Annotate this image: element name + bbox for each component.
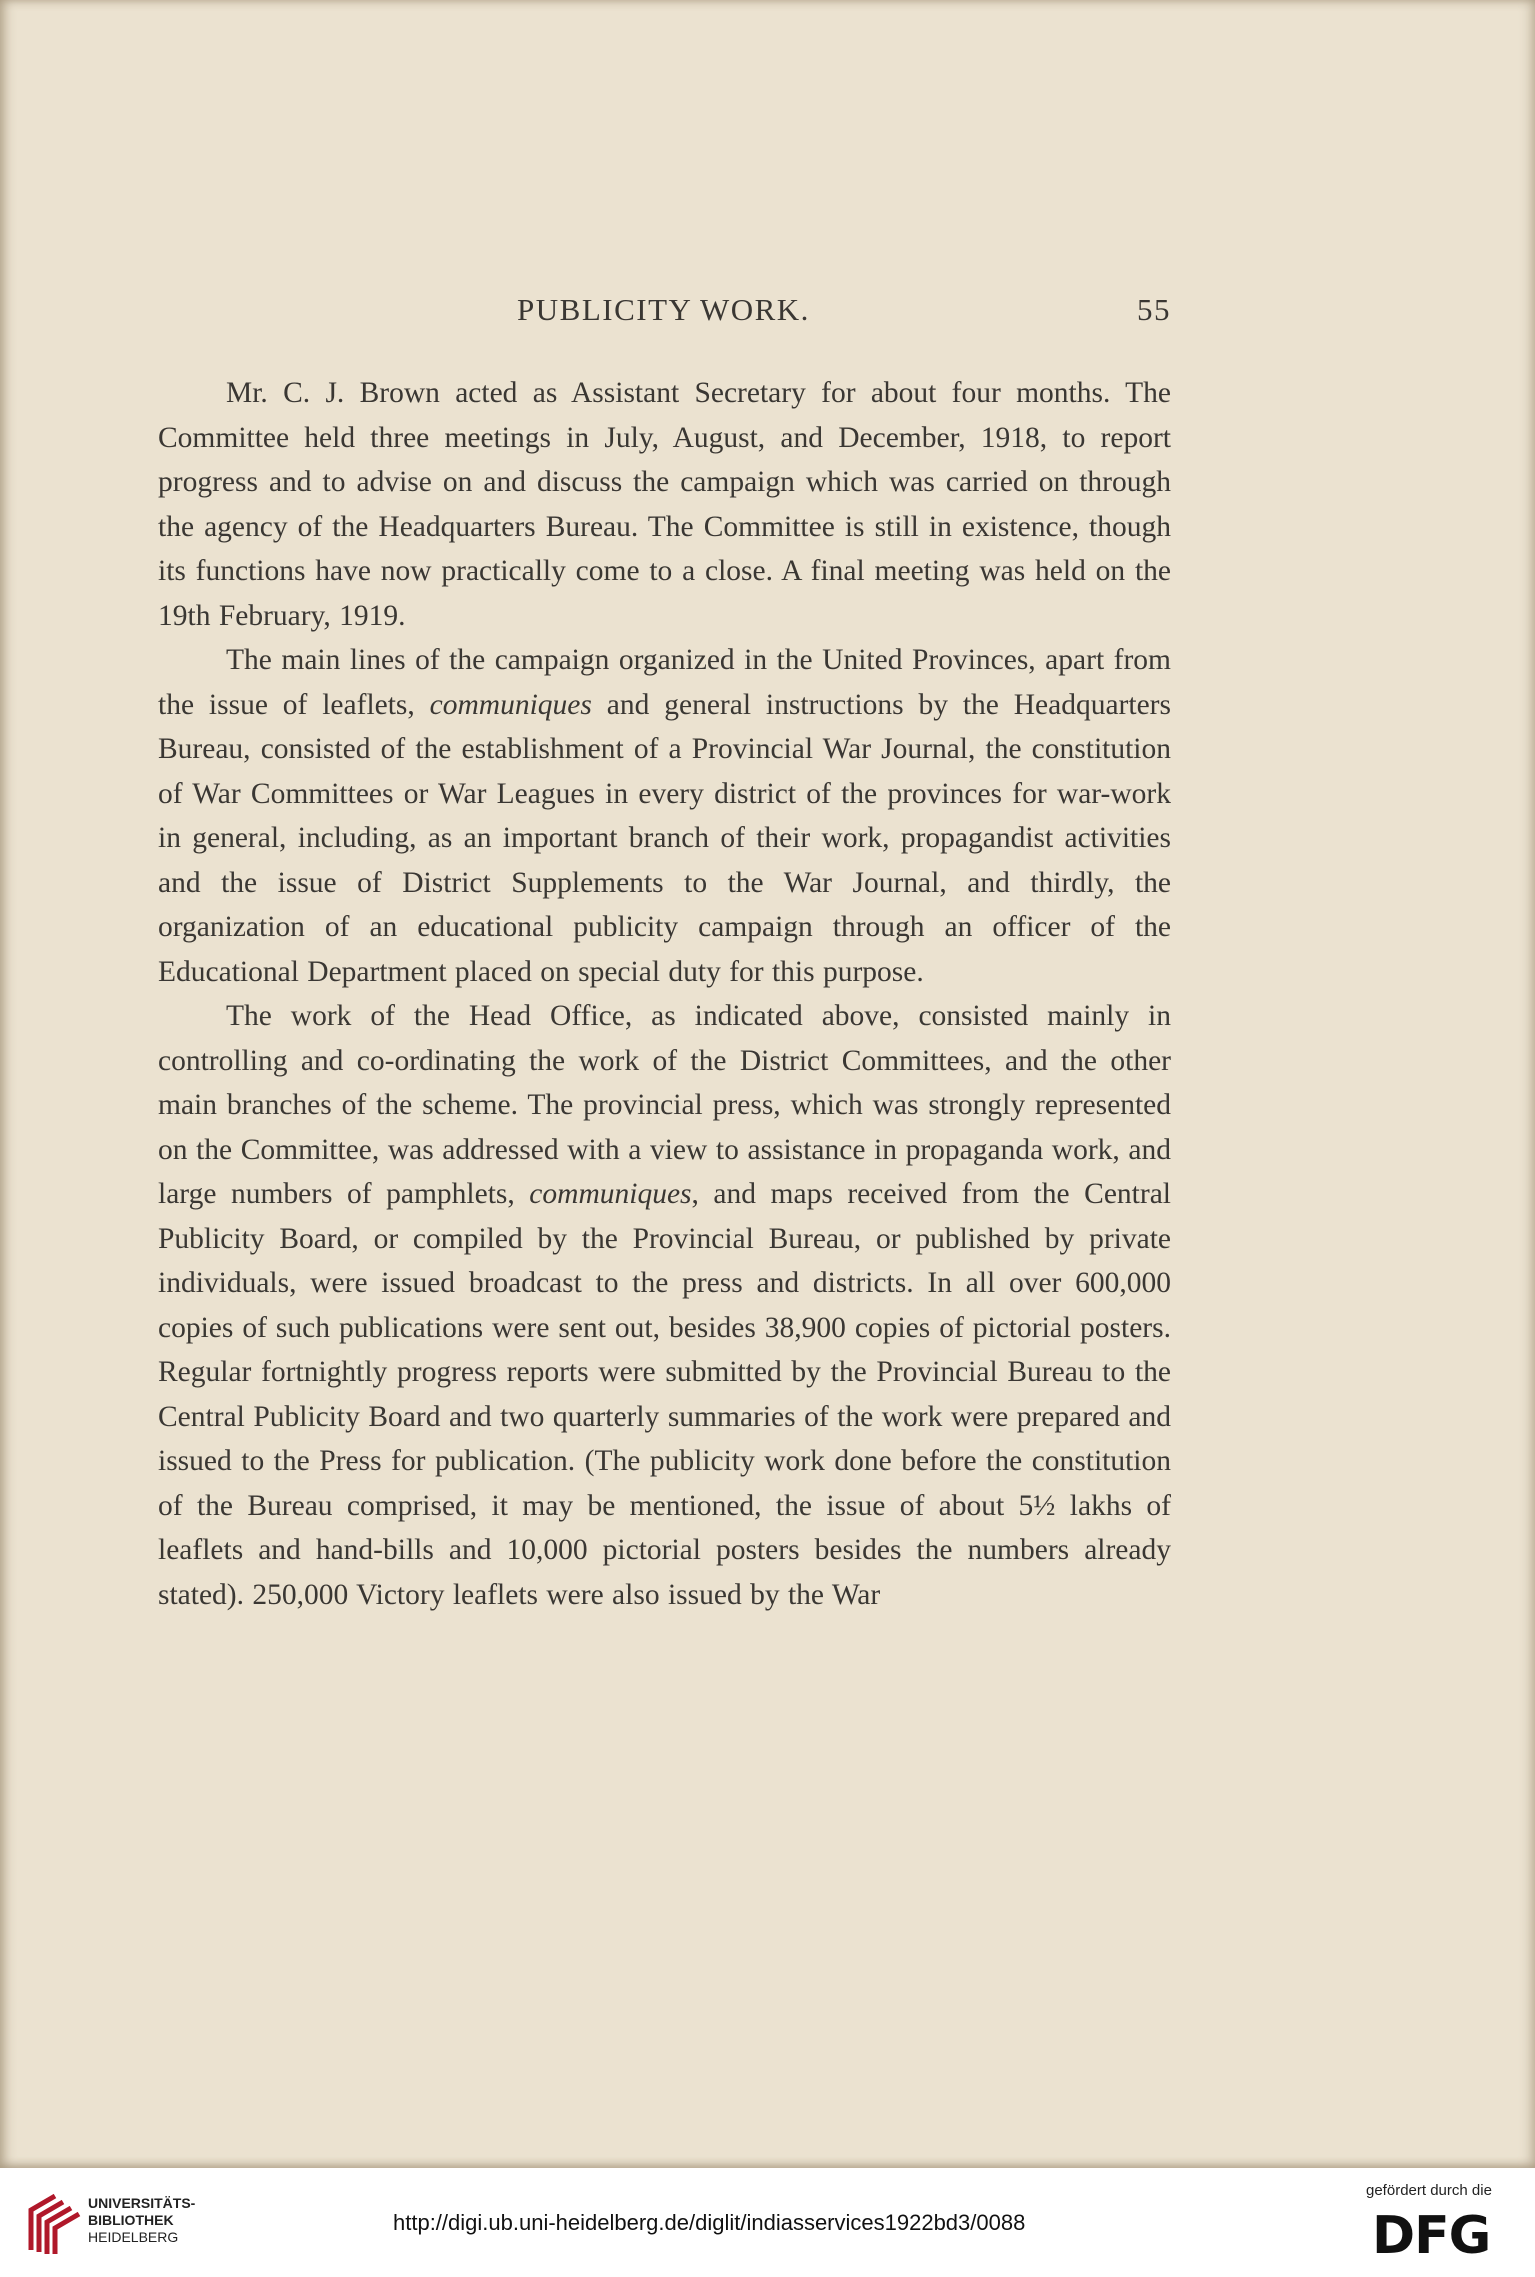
library-name-line: BIBLIOTHEK bbox=[88, 2212, 174, 2228]
library-name bbox=[88, 2195, 195, 2246]
funded-by-label: gefördert durch die bbox=[1366, 2182, 1492, 2199]
paragraph bbox=[158, 371, 1171, 638]
text-run: , and maps received from the Central Publicity Board, or compiled by the Provincial Bureau, or published by private individuals, were issued broadcast to the press and districts. In all over 600,000 copies of such publications were sent out, besides 38,900 copies of pictorial posters. Regular fortnightly progress reports were submitted by the Provincial Bureau to the Central Publicity Board and two quarterly summaries of the work were prepared and issued to the Press for publication. (The publicity work done before the constitution of the Bureau comprised, it may be mentioned, the issue of about 5½ lakhs of leaflets and hand-bills and 10,000 pictorial posters besides the numbers already stated). 250,000 Victory leaflets were also issued by the War bbox=[158, 1178, 1171, 1611]
body-text bbox=[158, 371, 1171, 1617]
page-number: 55 bbox=[1137, 292, 1171, 327]
library-name-line: HEIDELBERG bbox=[88, 2229, 179, 2245]
text-run: The main lines of the campaign organized in the United Provinces, apart from the issue of leaflets, bbox=[158, 644, 1171, 721]
italic-term: communiques bbox=[529, 1178, 692, 1210]
paragraph bbox=[158, 994, 1171, 1617]
paragraph bbox=[158, 638, 1171, 994]
italic-term: communiques bbox=[429, 688, 592, 721]
text-run: and general instructions by the Headquarters Bureau, consisted of the establishment of a Provincial War Journal, the constitution of War Committees or War Leagues in every district of the provinces for war-work in general, including, as an important branch of their work, propagandist activities and the issue of District Supplements to the War Journal, and thirdly, the organization of an educational publicity campaign through an officer of the Educational Department placed on special duty for this purpose. bbox=[158, 688, 1171, 988]
library-logo-icon bbox=[25, 2190, 83, 2256]
text-run: The work of the Head Office, as indicated above, consisted mainly in controlling and co-ordinating the work of the District Committees, and the other main branches of the scheme. The provincial press, which was strongly represented on the Committee, was addressed with a view to assistance in propaganda work, and large numbers of pamphlets, bbox=[158, 1000, 1171, 1210]
running-title: PUBLICITY WORK. bbox=[517, 292, 810, 327]
permalink-url[interactable]: http://digi.ub.uni-heidelberg.de/diglit/indiasservices1922bd3/0088 bbox=[393, 2210, 1026, 2235]
library-name-line: UNIVERSITÄTS- bbox=[88, 2195, 196, 2211]
dfg-logo: DFG bbox=[1372, 2206, 1491, 2266]
footer-bar bbox=[0, 2168, 1535, 2277]
text-run: Mr. C. J. Brown acted as Assistant Secretary for about four months. The Committee held three meetings in July, August, and December, 1918, to report progress and to advise on and discuss the campaign which was carried on through the agency of the Headquarters Bureau. The Committee is still in existence, though its functions have now practically come to a close. A final meeting was held on the 19th February, 1919. bbox=[158, 377, 1171, 632]
running-header bbox=[156, 292, 1171, 338]
